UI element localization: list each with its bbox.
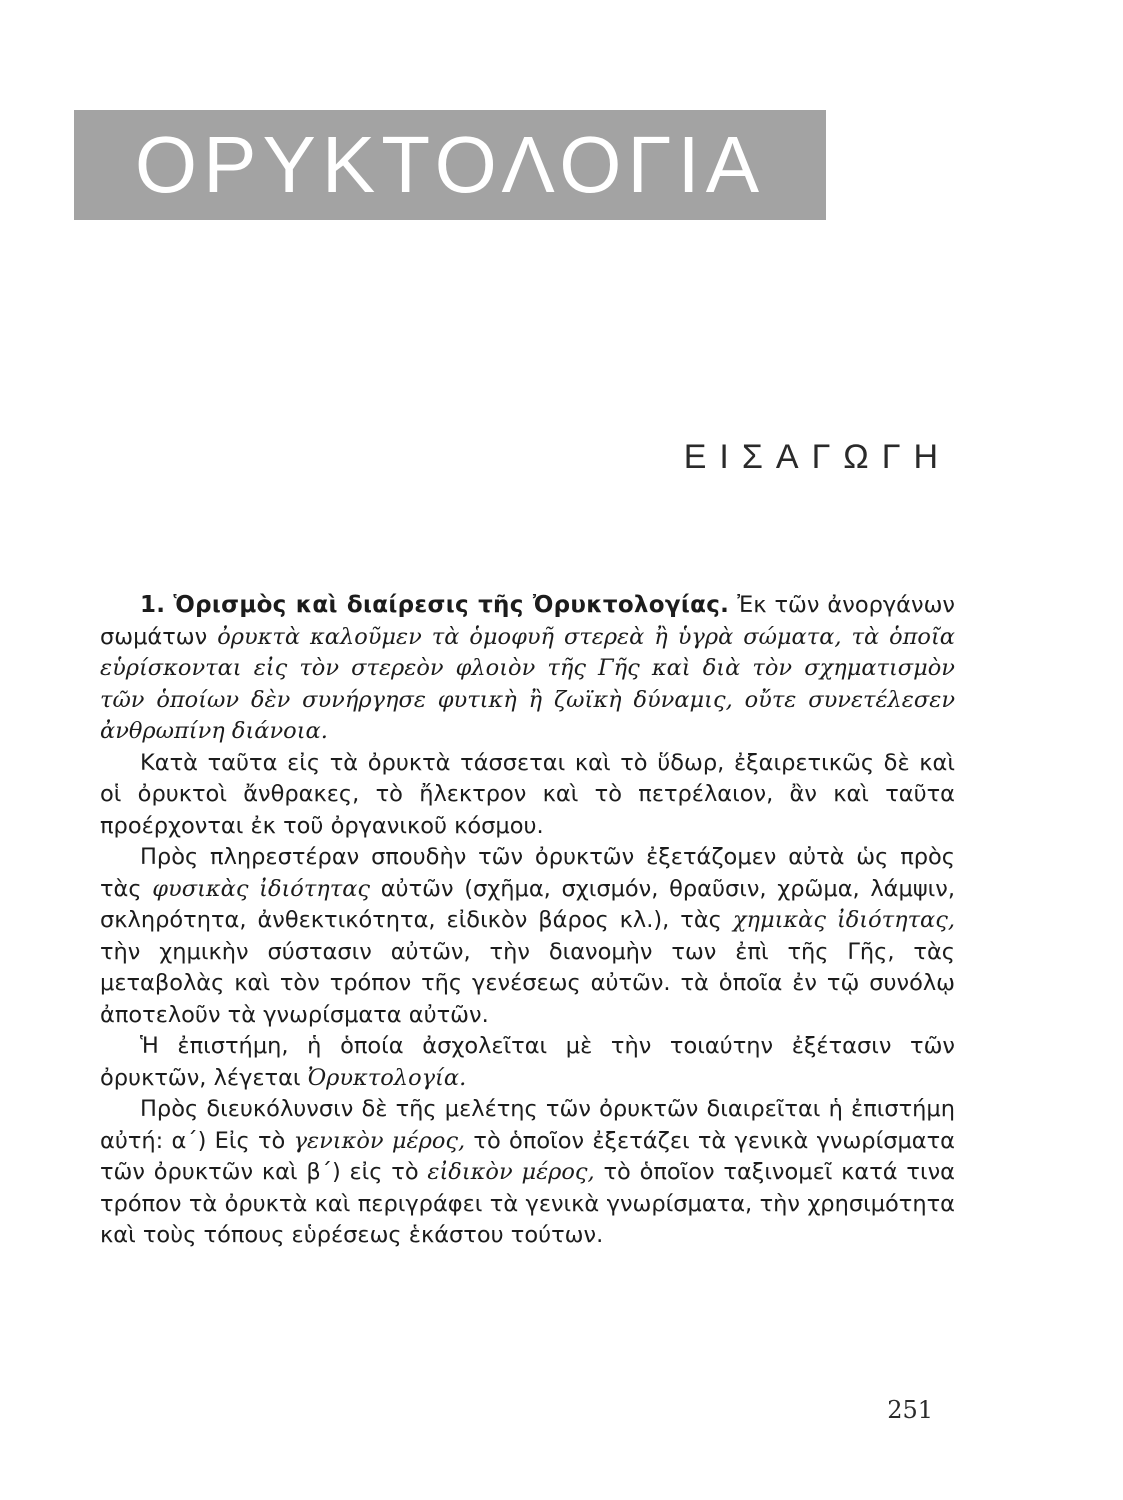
p3-italic-chemical: χημικὰς ἰδιότητας, [732, 907, 955, 933]
paragraph-3 [100, 842, 955, 1031]
body-text [100, 590, 955, 1252]
section-heading: Ὁρισμὸς καὶ διαίρεσις τῆς Ὀρυκτολογίας. [173, 592, 730, 618]
p5-text-c: τὸ ὁποῖον ἐξετάζει τὰ γενικὰ γνωρίσματα τῶν ὀρυκτῶν καὶ β΄) εἰς τὸ [100, 1127, 955, 1185]
p3-text-a: Πρὸς πληρεστέραν σπουδὴν τῶν ὀρυκτῶν ἐξετάζομεν αὐτὰ ὡς πρὸς τὰς [100, 844, 955, 902]
p4-italic-term: Ὀρυκτολογία. [307, 1064, 467, 1091]
p4-text-a: Ἡ ἐπιστήμη, ἡ ὁποία ἀσχολεῖται μὲ τὴν τοιαύτην ἐξέτασιν τῶν ὀρυκτῶν, λέγεται [100, 1033, 955, 1091]
definition-lead: Ἐκ τῶν ἀνοργάνων σωμάτων [100, 592, 955, 650]
paragraph-5 [100, 1094, 955, 1252]
section-title: ΕΙΣΑΓΩΓΗ [683, 438, 951, 476]
p5-italic-general: γενικὸν μέρος, [293, 1127, 466, 1154]
p5-text-a: Πρὸς διευκόλυνσιν δὲ τῆς μελέτης τῶν ὀρυκτῶν διαιρεῖται ἡ ἐπιστήμη αὐτή: α΄) Εἰς τὸ [100, 1096, 955, 1154]
chapter-title: ΟΡΥΚΤΟΛΟΓΙΑ [134, 120, 766, 209]
paragraph-2: Κατὰ ταῦτα εἰς τὰ ὀρυκτὰ τάσσεται καὶ τὸ ὕδωρ, ἐξαιρετικῶς δὲ καὶ οἱ ὀρυκτοὶ ἄνθρακες, τὸ ἤλεκτρον καὶ τὸ πετρέλαιον, ἂν καὶ ταῦτα προέρχονται ἐκ τοῦ ὀργανικοῦ κόσμου. [100, 749, 955, 839]
p5-text-e: τὸ ὁποῖον ταξινομεῖ κατά τινα τρόπον τὰ ὀρυκτὰ καὶ περιγράφει τὰ γενικὰ γνωρίσματα, τὴν χρησιμότητα καὶ τοὺς τόπους εὑρέσεως ἑκάστου τούτων. [100, 1159, 955, 1248]
paragraph-1 [100, 590, 955, 748]
section-number: 1. [140, 592, 166, 618]
p3-text-e: τὴν χημικὴν σύστασιν αὐτῶν, τὴν διανομὴν των ἐπὶ τῆς Γῆς, τὰς μεταβολὰς καὶ τὸν τρόπον τῆς γενέσεως αὐτῶν. τὰ ὁποῖα ἐν τῷ συνόλῳ ἀποτελοῦν τὰ γνωρίσματα αὐτῶν. [100, 938, 955, 1028]
page-number: 251 [887, 1396, 933, 1424]
p3-italic-physical: φυσικὰς ἰδιότητας [152, 875, 371, 902]
p5-italic-special: εἰδικὸν μέρος, [427, 1159, 595, 1185]
paragraph-4 [100, 1031, 955, 1094]
chapter-banner [74, 110, 826, 220]
p3-text-c: αὐτῶν (σχῆμα, σχισμόν, θραῦσιν, χρῶμα, λάμψιν, σκληρότητα, ἀνθεκτικότητα, εἰδικὸν βάρος κλ.), τὰς [100, 875, 955, 933]
definition-italic: ὀρυκτὰ καλοῦμεν τὰ ὁμοφυῆ στερεὰ ἢ ὑγρὰ σώματα, τὰ ὁποῖα εὑρίσκονται εἰς τὸν στερεὸν φλοιὸν τῆς Γῆς καὶ διὰ τὸν σχηματισμὸν τῶν ὁποίων δὲν συνήργησε φυτικὴ ἢ ζωϊκὴ δύναμις, οὔτε συνετέλεσεν ἀνθρωπίνη διάνοια. [100, 623, 955, 744]
